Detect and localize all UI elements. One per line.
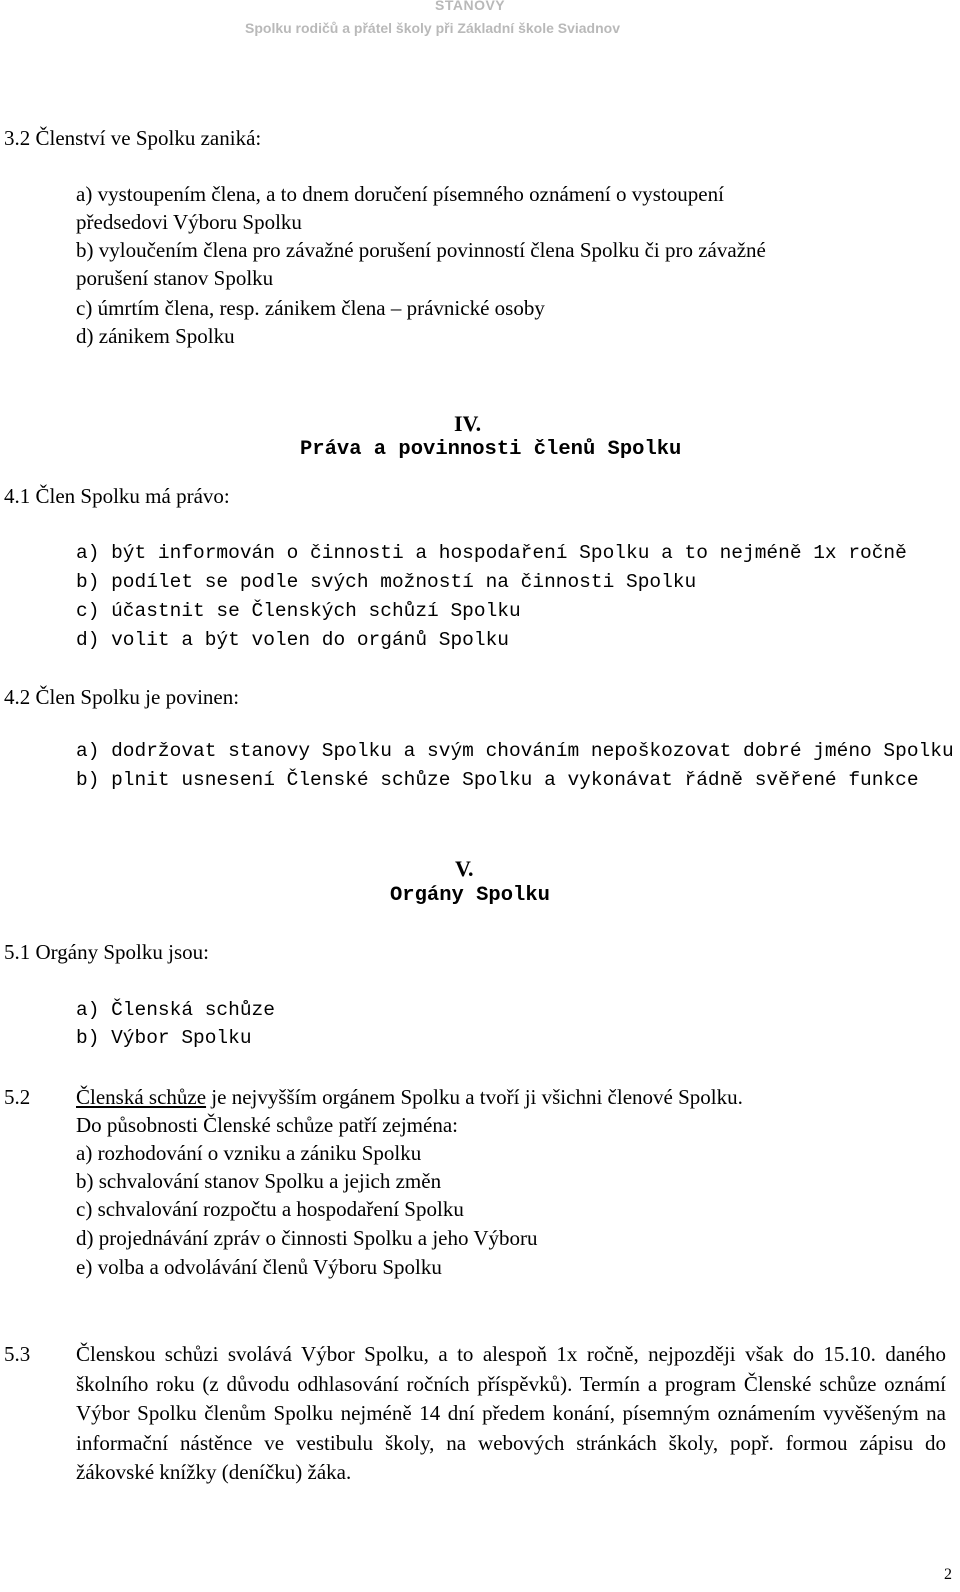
s5-2-item-c: c) schvalování rozpočtu a hospodaření Spolku [76,1197,464,1221]
section-5-2-number: 5.2 [4,1085,31,1109]
s5-1-item-b: b) Výbor Spolku [76,1027,252,1049]
s5-2-item-d: d) projednávání zpráv o činnosti Spolku a jeho Výboru [76,1226,538,1250]
s4-1-item-a: a) být informován o činnosti a hospodaření Spolku a to nejméně 1x ročně [76,542,907,564]
s3-2-item-b-line1: b) vyloučením člena pro závažné porušení povinností člena Spolku či pro závažné [76,238,766,262]
s5-1-item-a: a) Členská schůze [76,999,275,1021]
section-4-1-label: 4.1 Člen Spolku má právo: [4,484,230,508]
article-iv-title: Práva a povinnosti členů Spolku [300,438,682,461]
s3-2-item-c: c) úmrtím člena, resp. zánikem člena – právnické osoby [76,296,545,320]
header-subtitle: Spolku rodičů a přátel školy při Základní škole Sviadnov [245,20,620,36]
article-v-number: V. [455,856,474,881]
s5-2-lead [76,1083,743,1111]
s4-2-item-a: a) dodržovat stanovy Spolku a svým chováním nepoškozovat dobré jméno Spolku [76,740,954,762]
s3-2-item-b-line2: porušení stanov Spolku [76,266,274,290]
s5-2-item-b: b) schvalování stanov Spolku a jejich změn [76,1169,442,1193]
section-3-2-label: 3.2 Členství ve Spolku zaniká: [4,126,262,150]
header-title: STANOVY [435,0,506,13]
section-4-2-label: 4.2 Člen Spolku je povinen: [4,685,240,709]
section-5-1-label: 5.1 Orgány Spolku jsou: [4,940,209,964]
s4-1-item-c: c) účastnit se Členských schůzí Spolku [76,600,521,622]
page-number: 2 [944,1566,952,1583]
s5-2-line2: Do působnosti Členské schůze patří zejména: [76,1113,458,1137]
s3-2-item-a-line1: a) vystoupením člena, a to dnem doručení písemného oznámení o vystoupení [76,182,724,206]
article-iv-number: IV. [454,411,482,436]
s3-2-item-d: d) zánikem Spolku [76,324,235,348]
s5-3-paragraph: Členskou schůzi svolává Výbor Spolku, a to alespoň 1x ročně, nejpozději však do 15.10. daného školního roku (z důvodu odhlasování ročních příspěvků). Termín a program Členské schůze oznámí Výbor Spolku členům Spolku nejméně 14 dní předem konání, písemným oznámením vyvěšeným na informační nástěnce ve vestibulu školy, na webových stránkách školy, popř. formou zápisu do žákovské knížky (deníčku) žáka. [76,1342,946,1484]
s3-2-item-a-line2: předsedovi Výboru Spolku [76,210,302,234]
s4-1-item-b: b) podílet se podle svých možností na činnosti Spolku [76,571,697,593]
s5-2-lead-rest: je nejvyšším orgánem Spolku a tvoří ji všichni členové Spolku. [206,1085,743,1109]
s4-2-item-b: b) plnit usnesení Členské schůze Spolku a vykonávat řádně svěřené funkce [76,769,919,791]
section-5-3-number: 5.3 [4,1342,31,1366]
s5-2-item-a: a) rozhodování o vzniku a zániku Spolku [76,1141,422,1165]
article-v-title: Orgány Spolku [390,884,550,907]
s5-2-item-e: e) volba a odvolávání členů Výboru Spolku [76,1255,442,1279]
s4-1-item-d: d) volit a být volen do orgánů Spolku [76,629,509,651]
s5-2-lead-underlined: Členská schůze [76,1085,207,1109]
